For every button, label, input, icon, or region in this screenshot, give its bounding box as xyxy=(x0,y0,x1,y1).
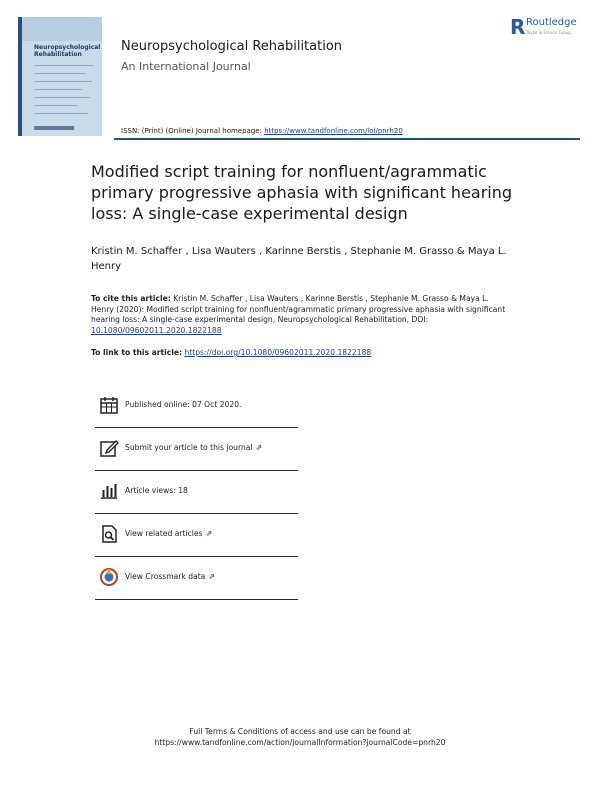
article-link-label: To link to this article: xyxy=(91,348,183,357)
related-articles-link[interactable] xyxy=(125,529,212,538)
article-views-row xyxy=(95,471,298,514)
article-authors: Kristin M. Schaffer , Lisa Wauters , Karinne Berstis , Stephanie M. Grasso & Maya L. Henry xyxy=(91,246,507,272)
routledge-mark-icon: R xyxy=(510,15,526,39)
external-link-icon: ⇗ xyxy=(255,443,263,452)
submit-article-link[interactable] xyxy=(125,443,262,452)
bar-chart-icon xyxy=(99,481,119,501)
publisher-name: Routledge xyxy=(526,17,577,28)
journal-subtitle: An International Journal xyxy=(121,60,251,73)
published-online-row xyxy=(95,385,298,428)
submit-article-row[interactable] xyxy=(95,428,298,471)
cover-text-line xyxy=(34,113,88,114)
crossmark-row[interactable] xyxy=(95,557,298,600)
citation-doi-link[interactable]: 10.1080/09602011.2020.1822188 xyxy=(91,325,222,335)
related-articles-label: View related articles xyxy=(125,529,203,538)
cover-text-line xyxy=(34,73,86,74)
cover-text-line xyxy=(34,65,94,66)
article-doi-link[interactable]: https://doi.org/10.1080/09602011.2020.1822188 xyxy=(184,348,372,357)
crossmark-link[interactable] xyxy=(125,572,215,581)
article-title: Modified script training for nonfluent/agrammatic primary progressive aphasia with significant hearing loss: A single-case experimental design xyxy=(91,162,513,223)
cover-banner xyxy=(22,17,102,41)
article-actions xyxy=(95,385,298,600)
header-divider xyxy=(114,138,580,140)
external-link-icon: ⇗ xyxy=(205,529,213,538)
external-link-icon: ⇗ xyxy=(208,572,216,581)
cover-text-line xyxy=(34,105,78,106)
submit-article-label: Submit your article to this journal xyxy=(125,443,253,452)
search-document-icon xyxy=(99,524,119,544)
article-link-line xyxy=(91,348,511,357)
journal-title[interactable]: Neuropsychological Rehabilitation xyxy=(121,39,343,54)
crossmark-label: View Crossmark data xyxy=(125,572,206,581)
cover-text-line xyxy=(34,81,92,82)
citation-block xyxy=(91,294,511,336)
edit-icon xyxy=(99,438,119,458)
published-online-text: Published online: 07 Oct 2020. xyxy=(125,400,242,409)
citation-label: To cite this article: xyxy=(91,294,171,303)
journal-homepage-link[interactable]: https://www.tandfonline.com/loi/pnrh20 xyxy=(264,127,403,135)
footer xyxy=(0,726,600,748)
cover-text-line xyxy=(34,97,90,98)
journal-cover xyxy=(18,17,102,136)
cover-title: Neuropsychological Rehabilitation xyxy=(34,44,101,58)
crossmark-icon xyxy=(99,567,119,587)
footer-terms-link[interactable]: https://www.tandfonline.com/action/journalInformation?journalCode=pnrh20 xyxy=(154,738,446,747)
footer-terms-text: Full Terms & Conditions of access and use can be found at xyxy=(189,727,411,736)
issn-prefix: ISSN: (Print) (Online) Journal homepage: xyxy=(121,127,262,135)
cover-text-line xyxy=(34,89,82,90)
calendar-icon xyxy=(99,395,119,415)
cover-publisher-mark xyxy=(34,126,74,130)
publisher-tagline: Taylor & Francis Group xyxy=(526,30,571,35)
routledge-logo xyxy=(510,16,588,40)
issn-line xyxy=(121,127,403,135)
article-views-text: Article views: 18 xyxy=(125,486,188,495)
citation-text: Kristin M. Schaffer , Lisa Wauters , Karinne Berstis , Stephanie M. Grasso & Maya L. Henry (2020): Modified script training for nonfluent/agrammatic primary progressive aphasia with significant hearing loss: A single-case experimental design, Neuropsychological Rehabilitation, DOI: xyxy=(91,294,506,324)
related-articles-row[interactable] xyxy=(95,514,298,557)
